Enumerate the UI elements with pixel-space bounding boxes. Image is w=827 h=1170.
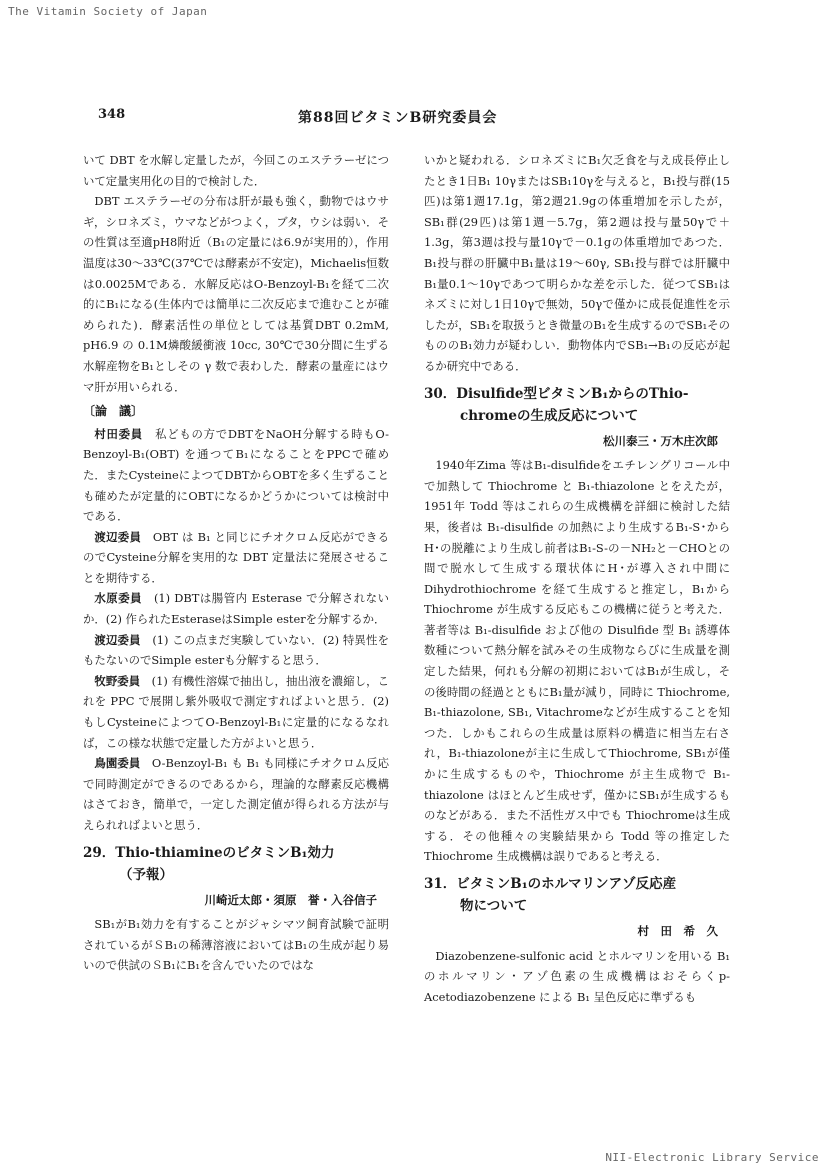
- discussion-text: O-Benzoyl-B₁ も B₁ も同様にチオクロム反応で同時測定ができるのであるから，理論的な酵素反応機構はさておき，簡単で，一定した測定値が得られる方法が与えられればよいと思う．: [83, 756, 389, 832]
- paragraph: SB₁がB₁効力を有することがジャシマツ飼育試験で証明されているがＳB₁の稀薄溶液においてはB₁の生成が起り易いので供試のＳB₁にB₁を含んでいたのではな: [83, 917, 389, 973]
- section-29-title: [83, 842, 389, 886]
- speaker-name: 水原委員: [94, 591, 143, 606]
- section-title-line: chromeの生成反応について: [460, 407, 639, 424]
- discussion-entry: [83, 630, 389, 671]
- left-column: [83, 150, 389, 976]
- paragraph: Diazobenzene-sulfonic acid とホルマリンを用いる B₁のホルマリン・アゾ色素の生成機構はおそらくp-Acetodiazobenzene による B₁ 呈色反応に準ずるも: [424, 948, 730, 1004]
- discussion-text: 私どもの方でDBTをNaOH分解する時もO-Benzoyl-B₁(OBT) を通つてB₁になることをPPCで確めた．またCysteineによつてDBTからOBTを多く生ずることも確めたが定量的にOBTになるかどうかについては検討中である．: [83, 426, 389, 524]
- page-number: 348: [98, 107, 126, 122]
- section-30-authors: 松川泰三・万木庄次郎: [603, 433, 718, 448]
- paragraph: いかと疑われる．シロネズミにB₁欠乏食を与え成長停止したとき1日B₁ 10γまたはSB₁10γを与えると，B₁投与群(15匹)は第1週17.1g，第2週21.9gの体重増加を示したが，SB₁群(29匹)は第1週－5.7g，第2週は投与量50γで＋1.3g，第3週は投与量10γで－0.1gの体重増加であつた．B₁投与群の肝臓中B₁量は19～60γ, SB₁投与群では肝臓中B₁量0.1～10γであつて明らかな差を示した．従つてSB₁はネズミに対し1日10γで無効，50γで僅かに成長促進性を示したが，SB₁を取扱うとき微量のB₁を生成するのでSB₁そのもののB₁効力が疑わしい．動物体内でSB₁→B₁の反応が起るか研究中である．: [424, 153, 730, 373]
- section-31-authors: 村 田 希 久: [637, 924, 718, 938]
- watermark-top: The Vitamin Society of Japan: [8, 5, 208, 18]
- section-title-line: 31．ビタミンB₁のホルマリンアゾ反応産: [424, 876, 677, 892]
- watermark-bottom: NII-Electronic Library Service: [605, 1151, 819, 1164]
- discussion-text: OBT は B₁ と同じにチオクロム反応ができるのでCysteine分解を実用的な DBT 定量法に発展させることを期待する．: [83, 529, 389, 585]
- speaker-name: 渡辺委員: [94, 529, 142, 544]
- speaker-name: 村田委員: [94, 426, 143, 441]
- discussion-entry: [83, 753, 389, 835]
- speaker-name: 渡辺委員: [94, 632, 141, 647]
- page-header: [98, 107, 734, 129]
- discussion-entry: [83, 527, 389, 589]
- running-head: 第88回ビタミンB研究委員会: [298, 110, 498, 126]
- section-title-line: 29．Thio-thiamineのビタミンB₁効力: [83, 844, 335, 861]
- discussion-entry: [83, 424, 389, 527]
- discussion-entry: [83, 588, 389, 629]
- discussion-text: (1) この点まだ実験していない．(2) 特異性をもたないのでSimple esterも分解すると思う．: [83, 632, 389, 668]
- speaker-name: 牧野委員: [94, 673, 141, 688]
- section-30-title: [424, 383, 730, 427]
- paragraph: いて DBT を水解し定量したが，今回このエステラーゼについて定量実用化の目的で検討した．: [83, 153, 389, 188]
- section-29-authors: 川崎近太郎・須原 誉・入谷信子: [204, 892, 377, 907]
- paragraph: 1940年Zima 等はB₁-disulfideをエチレングリコール中で加熱して Thiochrome と B₁-thiazolone とをえたが，1951年 Todd 等はこれらの生成機構を詳細に検討した結果，後者は B₁-disulfide の加熱により生成するB₁-S･から H･の脱離により生成し前者はB₁-S-の－NH₂と－CHOとの間で脱水して生成する環状体にH･が導入され中間に Dihydrothiochrome を経て生成すると推定し，B₁から Thiochrome が生成する反応もこの機構に従うと考えた．著者等は B₁-disulfide および他の Disulfide 型 B₁ 誘導体数種について熱分解を試みその生成物ならびに生成量を測定した結果，何れも分解の初期においてはB₁が生成し，その後時間の経過とともにB₁量が減り，同時に Thiochrome, B₁-thiazolone, SB₁, Vitachromeなどが生成することを知つた．しかもこれらの生成量は原料の構造に相当左右され，B₁-thiazoloneが主に生成してThiochrome, SB₁が僅かに生成するものや，Thiochrome が主生成物で B₁-thiazolone はほとんど生成せず，僅かにSB₁が生成するものなどがある．また不活性ガス中でも Thiochromeは生成する．その他種々の実験結果から Todd 等の推定したThiochrome 生成機構は誤りであると考える．: [424, 458, 730, 864]
- discussion-heading: 〔論 議〕: [83, 404, 144, 419]
- paragraph: DBT エステラーゼの分布は肝が最も強く，動物ではウサギ，シロネズミ，ウマなどがつよく，ブタ，ウシは弱い．その性質は至適pH8附近（B₁の定量には6.9が実用的），作用温度は30～33℃(37℃では酵素が不安定)，Michaelis恒数は0.0025Mである．水解反応はO-Benzoyl-B₁を経て二次的にB₁になる(生体内では簡単に二次反応まで進むことが確められた)．酵素活性の単位としては基質DBT 0.2mM, pH6.9 の 0.1M燐酸緩衝液 10cc, 30℃で30分間に生ずる水解産物をB₁としその γ 数で表わした．酵素の量産にはウマ肝が用いられる．: [83, 194, 389, 394]
- discussion-text: (1) DBTは腸管内 Esterase で分解されないか．(2) 作られたEsteraseはSimple esterを分解するか．: [83, 591, 389, 627]
- discussion-text: (1) 有機性溶媒で抽出し，抽出液を濃縮し，これを PPC で展開し紫外吸収で測定すればよいと思う．(2) もしCysteineによつてO-Benzoyl-B₁に定量的になるなれば，この様な状態で定量した方がよいと思う．: [83, 673, 389, 750]
- speaker-name: 鳥園委員: [94, 756, 141, 771]
- section-title-line: 30．Disulfide型ビタミンB₁からのThio-: [424, 385, 689, 402]
- right-column: [424, 150, 730, 1007]
- discussion-entry: [83, 671, 389, 753]
- section-title-line: 物について: [460, 898, 528, 914]
- section-31-title: [424, 873, 730, 917]
- section-title-line: （予報）: [119, 866, 173, 883]
